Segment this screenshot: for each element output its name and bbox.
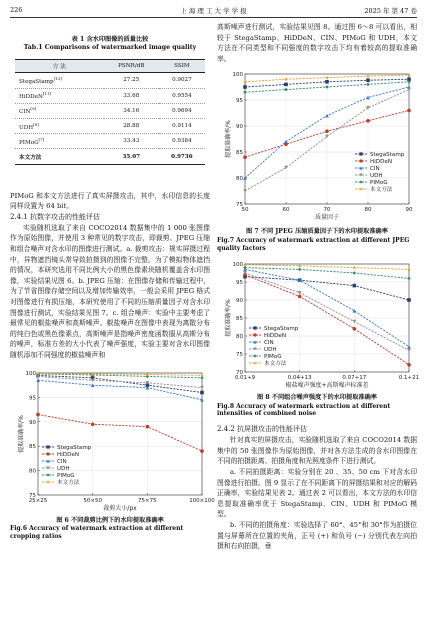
series-line (245, 277, 409, 300)
legend-label: HiDDeN (370, 159, 393, 166)
y-tick-label: 90 (29, 419, 36, 426)
method-ref: [13] (53, 76, 62, 81)
data-point (366, 79, 370, 83)
legend-item (249, 333, 286, 339)
x-tick-label: 100×100 (189, 497, 215, 504)
journal-name: 上 海 理 工 大 学 学 报 (180, 7, 247, 15)
legend-label: StegaStamp (264, 326, 299, 333)
y-tick-label: 95 (236, 280, 243, 287)
method-cell (15, 73, 104, 88)
legend-label: PIMoG (370, 180, 388, 187)
legend-label: StegaStamp (370, 152, 405, 159)
ssim-cell: 0.9114 (159, 119, 205, 134)
legend-label: CIN (370, 166, 380, 173)
table-row (15, 88, 205, 103)
table-header-psnr: PSNR/dB (104, 59, 159, 73)
data-point (353, 284, 357, 288)
y-axis-label: 提取准确率/% (18, 414, 25, 453)
legend-item (42, 445, 92, 451)
figure-6-chart (10, 367, 215, 517)
header-rule (10, 17, 417, 18)
data-point (91, 422, 95, 426)
series-line (38, 376, 202, 387)
data-point (298, 291, 302, 295)
data-point (200, 390, 204, 394)
method-name: PIMoG (19, 139, 39, 146)
data-point (407, 277, 411, 281)
x-tick-label: 80 (364, 207, 372, 214)
data-point (366, 119, 370, 123)
x-tick-label: 70 (323, 207, 331, 214)
paragraph-pimog: PIMoG 和本文方法进行了真实屏摄攻击，其中，水印信息的长度同样设置为 64 bit。 (10, 191, 210, 211)
series-line (38, 380, 202, 400)
legend-item (42, 473, 75, 479)
figure-8-chart (217, 258, 420, 394)
legend-label: 本文方法 (57, 479, 80, 486)
data-point (243, 91, 247, 95)
data-point (359, 153, 362, 156)
method-name: CIN (19, 109, 31, 116)
legend-label: CIN (264, 340, 274, 347)
data-point (298, 268, 302, 272)
series-ours (36, 371, 204, 377)
data-point (407, 299, 411, 303)
legend-label: HiDDeN (264, 333, 287, 340)
table-header-ssim: SSIM (159, 59, 205, 73)
data-point (243, 266, 247, 270)
series-stegastamp (36, 373, 204, 394)
y-tick-label: 90 (236, 298, 243, 305)
data-point (353, 327, 357, 331)
legend-item (249, 354, 282, 360)
y-tick-label: 75 (29, 492, 36, 499)
method-name: 本文方法 (19, 155, 42, 162)
figure-7-caption-cn: 图 7 不同 JPEG 压缩质量因子下的水印提取准确率 (246, 228, 388, 236)
legend-label: CIN (57, 458, 67, 465)
legend-item (249, 340, 274, 346)
right-column (217, 22, 420, 552)
y-tick-label: 80 (236, 334, 243, 341)
table-row (15, 119, 205, 134)
x-tick-label: 0.1+21 (398, 375, 420, 382)
data-point (284, 88, 288, 92)
method-ref: [11] (42, 91, 52, 97)
series-pimog (243, 266, 411, 280)
volume-info: 2025 年 第 47 卷 (364, 7, 417, 15)
method-cell (15, 119, 104, 134)
method-ref: [7] (38, 136, 45, 142)
data-point (353, 320, 357, 324)
data-point (325, 114, 329, 118)
legend-item (42, 459, 67, 465)
data-point (253, 355, 256, 358)
figure-6-caption-cn: 图 6 不同裁剪比例下的水印提取准确率 (56, 516, 164, 524)
ssim-cell: 0.9384 (159, 134, 205, 149)
x-tick-label: 60 (282, 207, 290, 214)
data-point (146, 424, 150, 428)
data-point (359, 160, 362, 163)
legend-item (42, 478, 80, 486)
data-point (243, 156, 247, 160)
legend-label: 本文方法 (264, 361, 287, 368)
psnr-cell: 35.07 (104, 149, 159, 164)
paragraph-noise-results: 高斯噪声进行测试，实验结果见图 8。通过图 6～8 可以看出，相较于 StegaStamp、HiDDeN、CIN、PIMoG 和 UDH，本文方法在不同类型和不同强度的数字攻击下均有着较高的提取准确率。 (217, 23, 417, 63)
y-tick-label: 95 (236, 98, 243, 105)
data-point (325, 86, 329, 90)
legend-item (355, 185, 393, 193)
y-axis-label: 提取准确率/% (225, 120, 232, 159)
method-name: HiDDeN (19, 94, 43, 101)
y-tick-label: 75 (236, 202, 243, 209)
method-cell (15, 88, 104, 103)
y-tick-label: 100 (25, 370, 36, 377)
data-point (284, 83, 288, 87)
psnr-cell: 27.25 (104, 73, 159, 88)
method-name: StegaStamp (19, 78, 54, 85)
table-row (15, 103, 205, 118)
paragraph-distance: a. 不同拍摄距离：实验分别在 20 、35、50 cm 下对含水印图像进行拍摄。图 9 显示了在不同距离下的屏摄结果和对应的解码正确率，实验结果见表 2。通过表 2 可以看出，本文方法的水印信息提取准确率优于 StegaStamp、CIN、UDH 和 PIMoG 模型。 (217, 467, 417, 519)
y-tick-label: 75 (236, 352, 243, 359)
legend-item (355, 180, 388, 186)
data-point (407, 109, 411, 113)
y-tick-label: 85 (236, 150, 243, 157)
data-point (200, 449, 204, 453)
paragraph-angle: b. 不同的拍摄角度：实验选择了 60°、45°和 30°作为拍摄位置与屏幕所在位置的夹角，正号 (+) 和负号 (−) 分别代表左向拍摄和右向拍摄，垂 (217, 520, 417, 551)
table1-title-en: Tab.1 Comparisons of watermarked image quality (23, 44, 197, 52)
psnr-cell: 34.16 (104, 103, 159, 118)
x-tick-label: 75×75 (138, 497, 157, 504)
y-tick-label: 85 (236, 316, 243, 323)
y-tick-label: 80 (29, 468, 36, 475)
psnr-cell: 33.43 (104, 134, 159, 149)
legend-item (249, 359, 287, 367)
legend-label: 本文方法 (370, 187, 393, 194)
table-header-method: 方 法 (15, 59, 104, 73)
left-column (10, 22, 215, 540)
legend-item (355, 166, 380, 172)
y-tick-label: 85 (29, 443, 36, 450)
method-ref: [9] (30, 106, 37, 112)
data-point (46, 445, 49, 448)
x-tick-label: 50×50 (83, 497, 102, 504)
legend-item (355, 159, 392, 165)
legend-label: PIMoG (57, 472, 75, 479)
table-row (15, 134, 205, 149)
method-cell (15, 103, 104, 118)
quality-table (15, 59, 205, 165)
legend-label: UDH (264, 347, 277, 354)
data-point (353, 309, 357, 313)
x-tick-label: 90 (405, 207, 413, 214)
table-row (15, 73, 205, 88)
table-row (15, 149, 205, 164)
data-point (243, 190, 247, 194)
legend-item (249, 347, 277, 353)
legend-item (355, 152, 405, 158)
figure-8-caption-en: Fig.8 Accuracy of watermark extraction at different intensities of combined noise (217, 402, 391, 418)
series-stegastamp (243, 275, 411, 302)
legend-label: UDH (370, 173, 383, 180)
data-point (407, 363, 411, 367)
section-2-4-1-heading: 2.4.1 抗数字攻击的性能评估 (10, 212, 101, 221)
data-point (353, 272, 357, 276)
page-number: 226 (10, 6, 23, 14)
data-point (298, 295, 302, 299)
psnr-cell: 28.88 (104, 119, 159, 134)
data-point (36, 412, 40, 416)
x-tick-label: 50 (241, 207, 249, 214)
series-line (245, 268, 409, 279)
method-cell (15, 149, 104, 164)
figure-6-caption-en: Fig.6 Accuracy of watermark extraction at different cropping ratios (10, 524, 184, 540)
ssim-cell: 0.9554 (159, 88, 205, 103)
ssim-cell: 0.9736 (159, 149, 205, 164)
psnr-cell: 33.68 (104, 88, 159, 103)
data-point (366, 96, 370, 100)
data-point (46, 452, 49, 455)
data-point (407, 88, 411, 92)
y-tick-label: 70 (236, 370, 243, 377)
y-tick-label: 90 (236, 124, 243, 131)
figure-7-chart (217, 68, 417, 228)
y-axis-label: 提取准确率/% (225, 299, 232, 338)
paragraph-screen-attack: 针对真实的屏摄攻击，实验随机选取了来自 COCO2014 数据集中的 50 张图像作为原始图像，并对各方法生成的含水印图像在不同的拍摄距离、拍摄角度和光照度条件下进行测试。 (217, 436, 417, 466)
method-ref: [8] (33, 121, 39, 127)
y-tick-label: 100 (232, 72, 243, 79)
data-point (325, 80, 329, 84)
legend-item (42, 466, 70, 472)
x-tick-label: 0.07+17 (342, 375, 367, 382)
ssim-cell: 0.9027 (159, 73, 205, 88)
data-point (284, 166, 288, 170)
series-pimog (36, 372, 204, 380)
paragraph-digital-attacks: 实验随机选取了来自 COCO2014 数据集中的 1 000 张图像作为原始图像，并使用 3 种常见的数字攻击，即裁剪、JPEG 压缩和组合噪声对含水印的图像进行测试。a. 裁剪攻击：规实屏摄过程中，异物遮挡镜头常导致拍摄到的图像不完整。为了模拟物体遮挡的情况，本研究选用不同比例大小的黑色像素块随机覆盖含水印图像，实验结果见图 6。b. JPEG 压缩：在图像存储和传输过程中，为了节省图像存储空间以及增加传输效率，一般会采用 JPEG 格式对图像进行有损压缩，本研究使用了不同的压缩质量因子对含水印图像进行测试，实验结果见图 7。c. 组合噪声：实验中主要考虑了最常见的椒盐噪声和高斯噪声。椒盐噪声在图像中表现为离散分布的纯白色或黑色像素点，高斯噪声是指噪声密度函数服从高斯分布的噪声，标准方差的大小代表了噪声强度，实验主要对含水印图像随机添加不同强度的椒盐噪声和 (10, 223, 210, 359)
legend-label: UDH (57, 465, 70, 472)
x-axis-label: 质量因子 (314, 214, 340, 222)
legend-label: StegaStamp (57, 444, 92, 451)
legend-label: HiDDeN (57, 451, 80, 458)
data-point (200, 385, 204, 389)
data-point (200, 376, 204, 380)
x-tick-label: 0.01+9 (234, 375, 256, 382)
data-point (407, 349, 411, 353)
data-point (253, 327, 256, 330)
data-point (243, 86, 247, 90)
data-point (359, 181, 362, 184)
data-point (366, 83, 370, 87)
method-name: UDH (19, 124, 34, 131)
x-axis-label: 裁剪大小/px (103, 504, 137, 512)
x-tick-label: 25×25 (28, 497, 48, 504)
x-tick-label: 0.04+13 (287, 375, 312, 382)
data-point (46, 473, 49, 476)
figure-7-caption-en: Fig.7 Accuracy of watermark extraction at different JPEG quality factors (217, 236, 410, 252)
legend-item (42, 452, 79, 458)
legend-item (249, 326, 299, 332)
figure-8-caption-cn: 图 8 不同组合噪声强度下的水印提取准确率 (257, 394, 377, 402)
y-tick-label: 80 (236, 176, 243, 183)
table1-title-cn: 表 1 含水印图像的质量比较 (71, 36, 149, 43)
legend-label: PIMoG (264, 354, 282, 361)
ssim-cell: 0.9694 (159, 103, 205, 118)
y-tick-label: 95 (29, 394, 36, 401)
data-point (325, 130, 329, 134)
data-point (253, 334, 256, 337)
section-2-4-2-heading: 2.4.2 抗屏摄攻击的性能评估 (217, 425, 308, 434)
x-axis-label: 椒盐噪声强度+高斯噪声标准差 (285, 382, 369, 390)
method-cell (15, 134, 104, 149)
y-tick-label: 100 (232, 262, 243, 269)
